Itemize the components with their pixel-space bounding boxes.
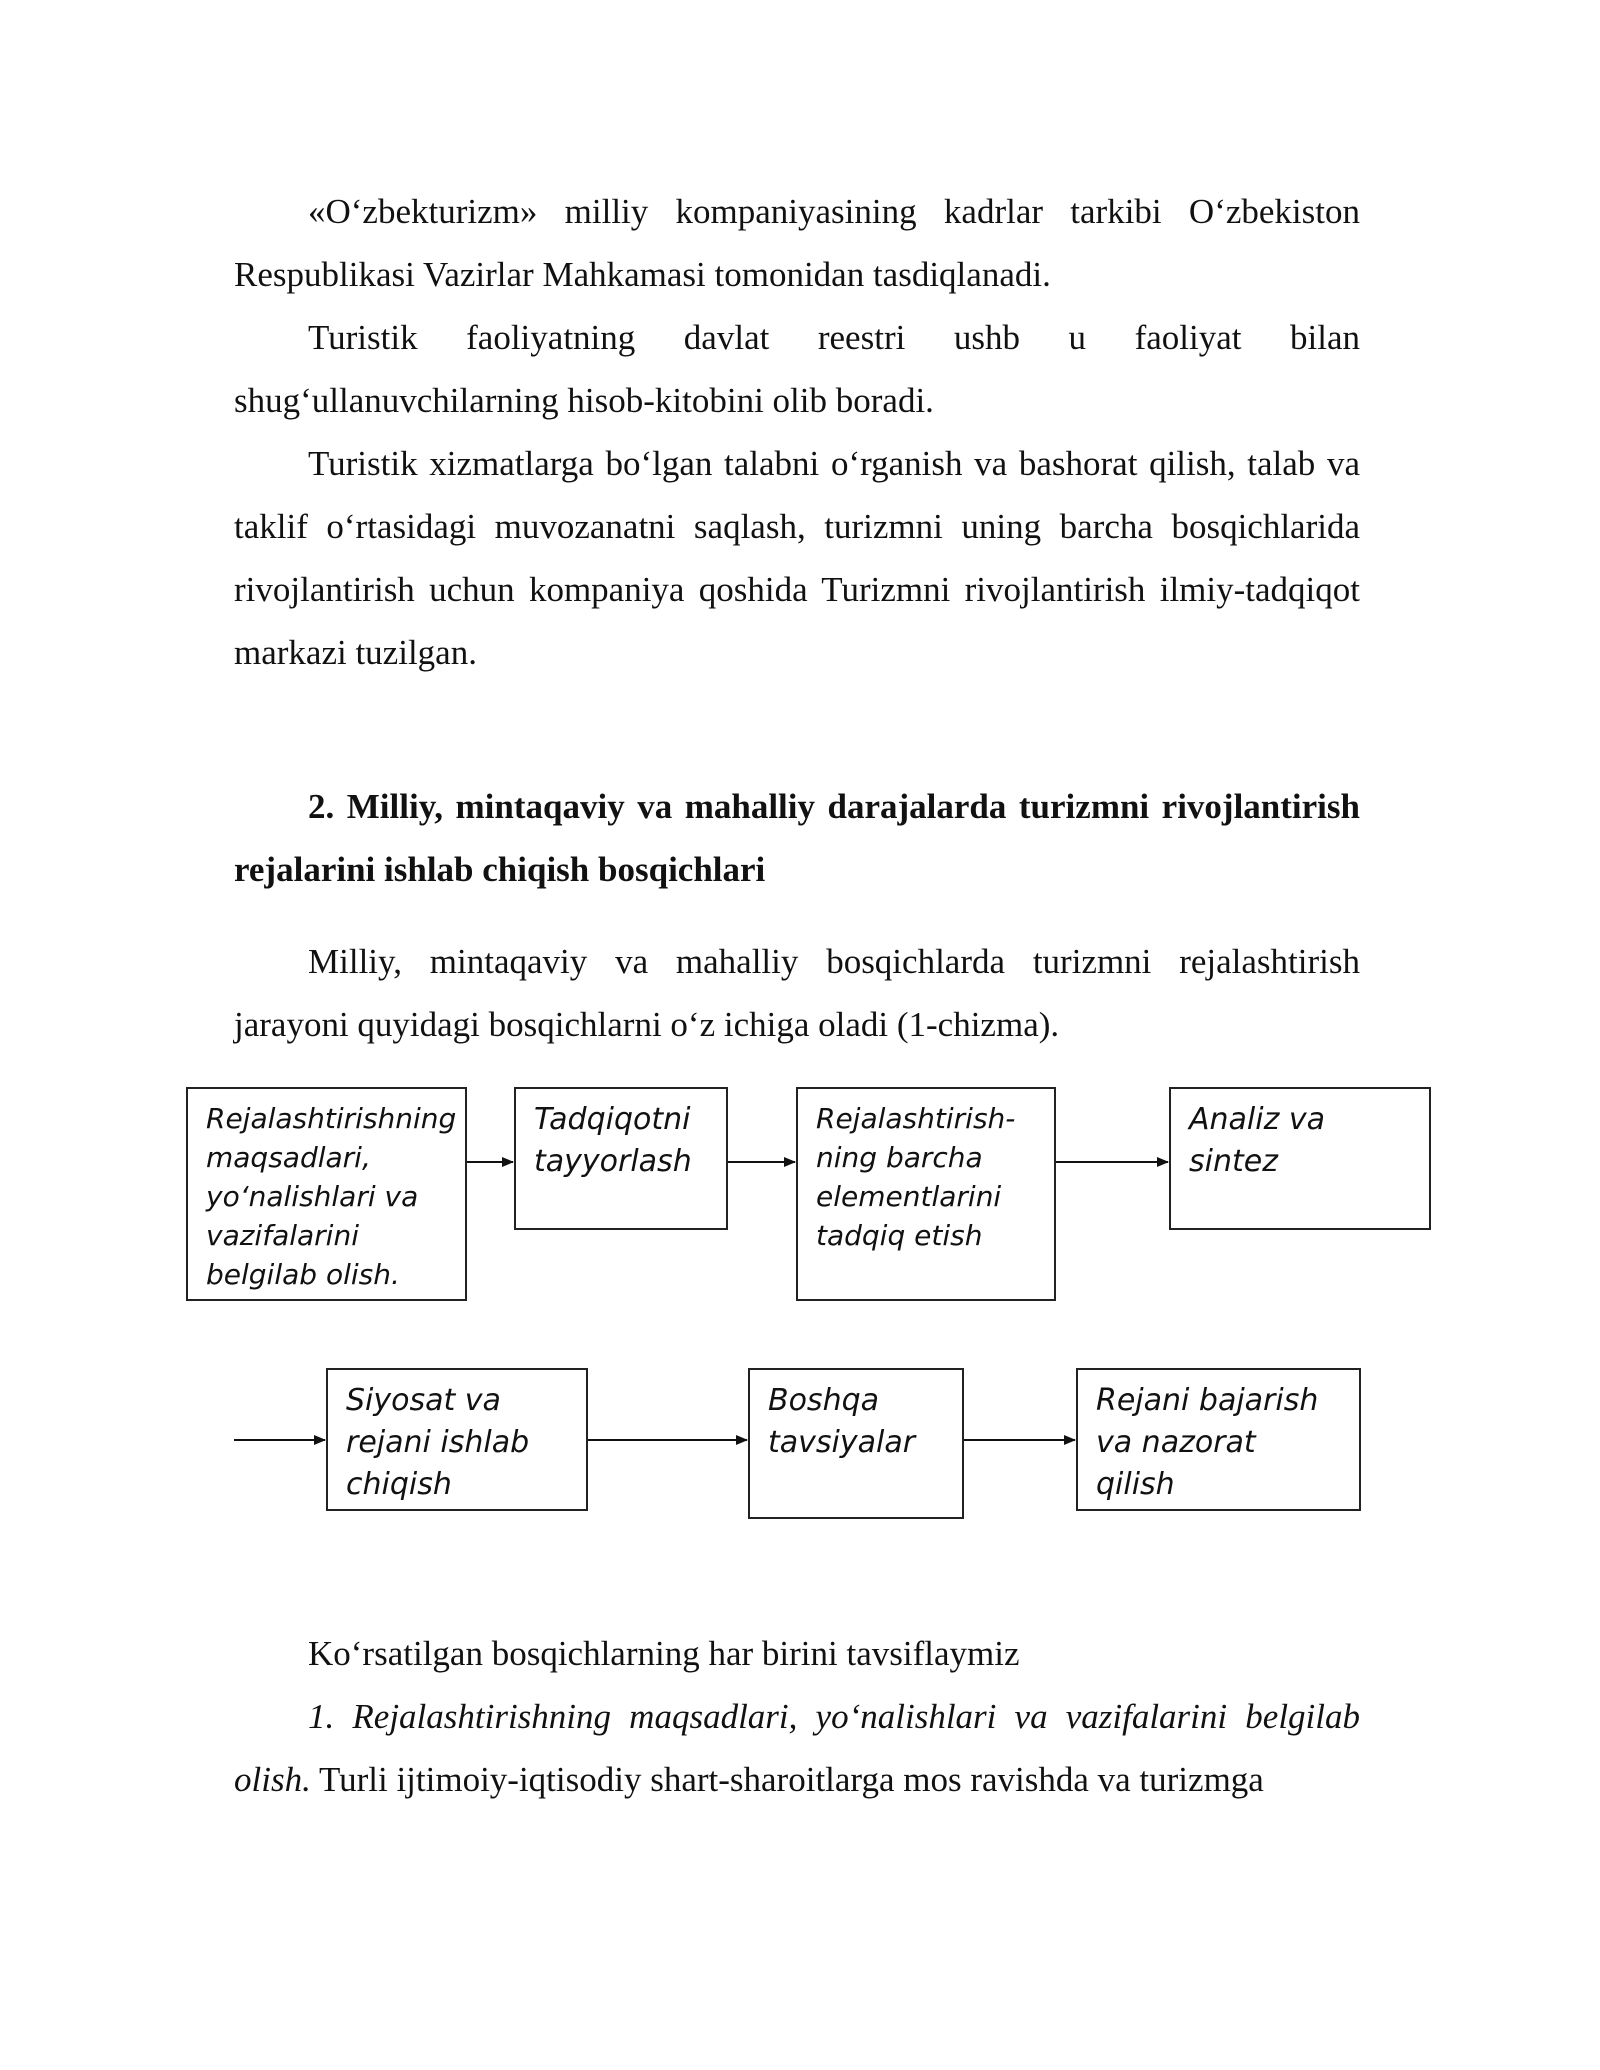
paragraph-cadres: «O‘zbekturizm» milliy kompaniyasining kadrlar tarkibi O‘zbekiston Respublikasi Vazirlar Mahkamasi tomonidan tasdiqlanadi. bbox=[234, 192, 1360, 294]
intro-paragraph: Milliy, mintaqaviy va mahalliy bosqichlarda turizmni rejalashtirish jarayoni quyidagi bosqichlarni o‘z ichiga oladi (1-chizma). bbox=[234, 942, 1360, 1044]
stage-box-implementation: Rejani bajarish va nazorat qilish bbox=[1076, 1368, 1361, 1511]
stage-box-analysis: Analiz va sintez bbox=[1169, 1087, 1431, 1230]
stage-box-elements-study: Rejalashtirish- ning barcha elementlarini tadqiq etish bbox=[796, 1087, 1056, 1301]
top-text-section bbox=[234, 180, 1360, 684]
intro-section bbox=[234, 930, 1360, 1056]
section-heading: 2. Milliy, mintaqaviy va mahalliy darajalarda turizmni rivojlantirish rejalarini ishlab chiqish bosqichlari bbox=[234, 787, 1360, 889]
paragraph-research-center: Turistik xizmatlarga bo‘lgan talabni o‘rganish va bashorat qilish, talab va taklif o‘rtasidagi muvozanatni saqlash, turizmni uning barcha bosqichlarida rivojlantirish uchun kompaniya qoshida Turizmni rivojlantirish ilmiy-tadqiqot markazi tuzilgan. bbox=[234, 444, 1360, 672]
bottom-text-section bbox=[234, 1622, 1360, 1811]
stage-box-research-prep: Tadqiqotni tayyorlash bbox=[514, 1087, 728, 1230]
stage-one-title: 1. Rejalashtirishning maqsadlari, yo‘nalishlari va vazifalarini belgilab olish. bbox=[234, 1697, 1360, 1799]
section-heading-block bbox=[234, 775, 1360, 901]
paragraph-stage-one bbox=[234, 1685, 1360, 1811]
stage-box-recommendations: Boshqa tavsiyalar bbox=[748, 1368, 964, 1519]
paragraph-registry: Turistik faoliyatning davlat reestri ushb u faoliyat bilan shug‘ullanuvchilarning hisob-kitobini olib boradi. bbox=[234, 318, 1360, 420]
stage-box-goals: Rejalashtirishning maqsadlari, yo‘nalishlari va vazifalarini belgilab olish. bbox=[186, 1087, 467, 1301]
stage-box-policy: Siyosat va rejani ishlab chiqish bbox=[326, 1368, 588, 1511]
paragraph-describe-stages: Ko‘rsatilgan bosqichlarning har birini tavsiflaymiz bbox=[308, 1634, 1020, 1673]
stage-one-text: Turli ijtimoiy-iqtisodiy shart-sharoitlarga mos ravishda va turizmga bbox=[310, 1760, 1264, 1799]
